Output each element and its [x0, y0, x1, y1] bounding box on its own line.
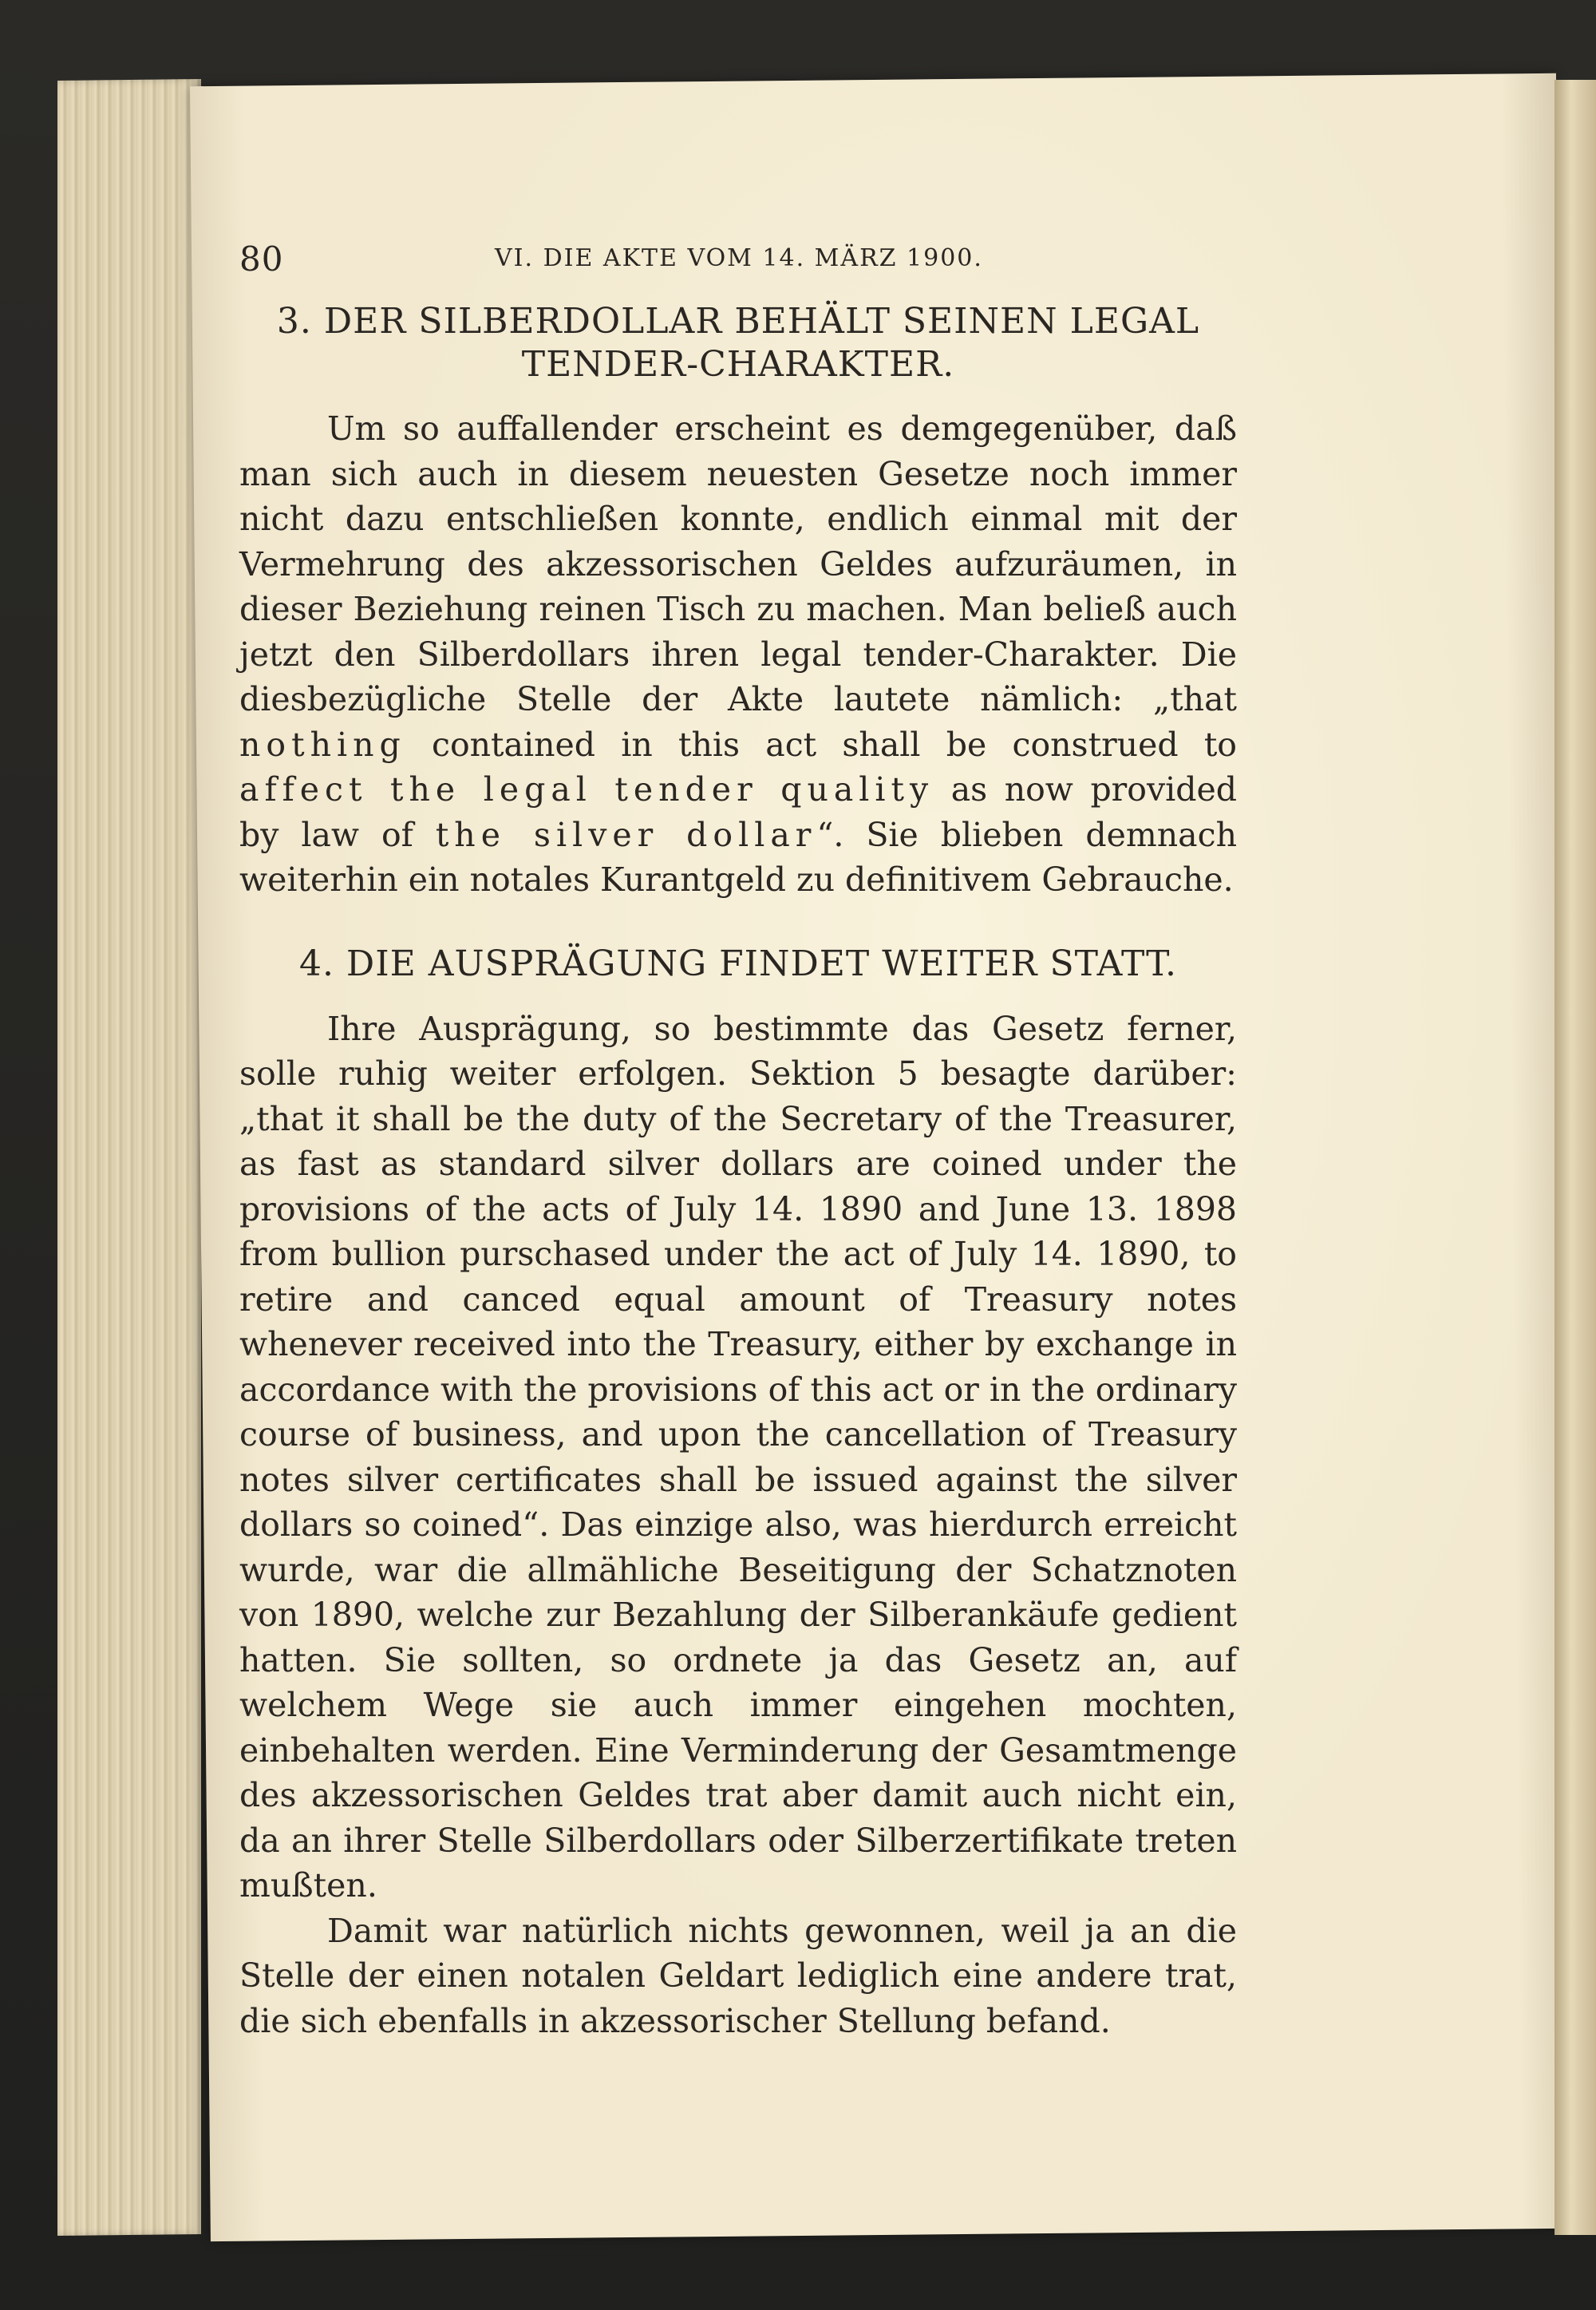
section-4-paragraph-2: Damit war natürlich nichts gewonnen, weil ja an die Stelle der einen notalen Geldart lediglich eine andere trat, die sich ebenfalls in akzessorischer Stellung befand. [239, 1911, 1237, 2040]
paragraph-text: as now provided by law of [239, 770, 1237, 854]
spaced-emphasis: affect the legal tender quality [239, 770, 934, 809]
running-head [239, 239, 1237, 295]
paragraph-text: contained in this act shall be construed to [405, 725, 1237, 764]
running-title: VI. DIE AKTE VOM 14. MÄRZ 1900. [495, 244, 983, 272]
spaced-emphasis: nothing [239, 725, 406, 764]
spaced-emphasis: the silver dollar [435, 815, 817, 854]
paragraph-text: “. Sie blieben demnach weiterhin ein notales Kurantgeld zu definitivem Gebrauche. [239, 815, 1237, 900]
section-4-paragraph-1: Ihre Ausprägung, so bestimmte das Gesetz ferner, solle ruhig weiter erfolgen. Sektion 5 besagte darüber: „that it shall be the duty of the Secretary of the Treasurer, as fast as standard silver dollars are coined under the provisions of the acts of July 14. 1890 and June 13. 1898 from bullion purschased under the act of July 14. 1890, to retire and canced equal amount of Treasury notes whenever received into the Treasury, either by exchange in accordance with the provisions of this act or in the ordinary course of business, and upon the cancellation of Treasury notes silver certificates shall be issued against the silver dollars so coined“. Das einzige also, was hierdurch erreicht wurde, war die allmähliche Beseitigung der Schatznoten von 1890, welche zur Bezahlung der Silberankäufe gedient hatten. Sie sollten, so ordnete ja das Gesetz an, auf welchem Wege sie auch immer eingehen mochten, einbehalten werden. Eine Verminderung der Gesamtmenge des akzessorischen Geldes trat aber damit auch nicht ein, da an ihrer Stelle Silberdollars oder Silberzertifikate treten mußten. [239, 1009, 1237, 1905]
paragraph-text: Um so auffallender erscheint es demgegenüber, daß man sich auch in diesem neuesten Gesetze noch immer nicht dazu entschließen konnte, endlich einmal mit der Vermehrung des akzessorischen Geldes aufzuräumen, in dieser Beziehung reinen Tisch zu machen. Man beließ auch jetzt den Silberdollars ihren legal tender-Charakter. Die diesbezügliche Stelle der Akte lautete nämlich: „that [239, 409, 1237, 719]
book-page-edges [57, 79, 201, 2236]
section-3-paragraph [239, 406, 1237, 903]
section-heading-3: 3. DER SILBERDOLLAR BEHÄLT SEINEN LEGAL TENDER-CHARAKTER. [276, 301, 1200, 385]
facing-page-edge [1555, 80, 1596, 2235]
page-number: 80 [239, 239, 284, 279]
section-heading-4: 4. DIE AUSPRÄGUNG FINDET WEITER STATT. [298, 943, 1178, 984]
page-content [239, 239, 1237, 2043]
